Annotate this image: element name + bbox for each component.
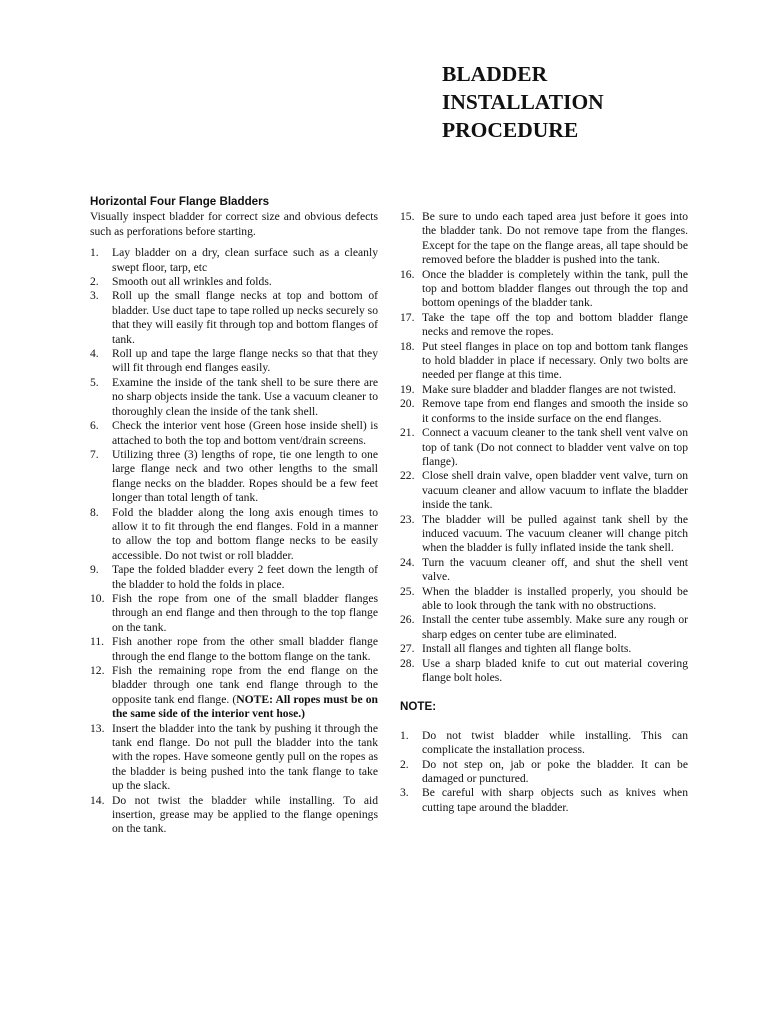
item-text: Connect a vacuum cleaner to the tank shell vent valve on top of tank (Do not connect to bladder vent valve on top flange).: [422, 426, 688, 468]
item-text: Fish the rope from one of the small bladder flanges through an end flange and then through to the top flange on the tank.: [112, 591, 378, 634]
item-number: 2.: [400, 757, 409, 771]
item-text: Install all flanges and tighten all flange bolts.: [422, 642, 632, 656]
list-item: [400, 786, 688, 815]
item-number: 2.: [90, 275, 99, 289]
item-text: Put steel flanges in place on top and bottom tank flanges to hold bladder in place if necessary. Only two bolts are needed per flange at this time.: [422, 339, 688, 382]
item-text: Tape the folded bladder every 2 feet down the length of the bladder to hold the folds in place.: [112, 563, 378, 591]
list-item: [90, 592, 378, 635]
item-number: 14.: [90, 793, 105, 807]
steps-list-left: [90, 246, 378, 837]
item-text: Utilizing three (3) lengths of rope, tie one length to one large flange neck and two other lengths to the small flange necks on the bladder. Ropes should be a few feet longer than total length of tank.: [112, 447, 378, 505]
note-label: NOTE:: [400, 700, 437, 714]
item-text: Be sure to undo each taped area just before it goes into the bladder tank. Do not remove tape from the flanges. Except for the tape on the flange areas, all tape should be removed before the bladder is pushed into the tank.: [422, 210, 688, 267]
item-number: 7.: [90, 447, 99, 461]
item-text: The bladder will be pulled against tank shell by the induced vacuum. The vacuum cleaner will change pitch when the bladder is fully inflated inside the tank shell.: [422, 512, 688, 555]
item-text: Do not step on, jab or poke the bladder. It can be damaged or punctured.: [422, 757, 688, 786]
item-text: Install the center tube assembly. Make sure any rough or sharp edges on center tube are eliminated.: [422, 613, 688, 641]
list-item: [90, 635, 378, 664]
list-item: [400, 268, 688, 311]
item-bold-note: NOTE: All ropes must be on the same side of the interior vent hose.): [112, 692, 378, 721]
item-number: 6.: [90, 419, 99, 433]
item-number: 22.: [400, 469, 415, 483]
list-item: [90, 289, 378, 347]
item-number: 28.: [400, 656, 415, 670]
list-item: [400, 585, 688, 614]
item-number: 1.: [400, 728, 409, 742]
item-text: Do not twist the bladder while installing. To aid insertion, grease may be applied to the flange openings on the tank.: [112, 793, 378, 836]
item-text: Roll up and tape the large flange necks so that that they will fit through end flanges easily.: [112, 347, 378, 375]
list-item: [400, 729, 688, 758]
item-text: Insert the bladder into the tank by pushing it through the tank end flange. Do not pull the bladder into the tank with the ropes. Have someone gently pull on the ropes as the bladder is being pushed into the tank flange to take up the slack.: [112, 721, 378, 793]
notes-list: [400, 729, 688, 815]
item-number: 15.: [400, 210, 415, 223]
item-text: Turn the vacuum cleaner off, and shut the shell vent valve.: [422, 555, 688, 584]
list-item: [400, 642, 688, 656]
list-item: [90, 376, 378, 419]
item-text: Be careful with sharp objects such as knives when cutting tape around the bladder.: [422, 786, 688, 814]
item-number: 11.: [90, 635, 105, 649]
list-item: [400, 210, 688, 268]
item-text: When the bladder is installed properly, you should be able to look through the tank with no obstructions.: [422, 584, 688, 612]
item-text: Lay bladder on a dry, clean surface such as a cleanly swept floor, tarp, etc: [112, 246, 378, 274]
item-number: 18.: [400, 339, 415, 353]
list-item: [400, 383, 688, 397]
page-title: [442, 60, 742, 144]
list-item: [90, 563, 378, 592]
title-line-1: BLADDER: [442, 62, 548, 86]
item-number: 3.: [90, 289, 99, 303]
item-text: Close shell drain valve, open bladder vent valve, turn on vacuum cleaner and allow vacuum to inflate the bladder inside the tank.: [422, 469, 688, 512]
list-item: [400, 340, 688, 383]
item-text: Once the bladder is completely within the tank, pull the top and bottom bladder flanges out through the top and bottom openings of the bladder tank.: [422, 267, 688, 310]
section-heading: Horizontal Four Flange Bladders: [90, 195, 270, 208]
item-text: Remove tape from end flanges and smooth the inside so it conforms to the inside surface on the end flanges.: [422, 397, 688, 425]
item-number: 10.: [90, 591, 105, 605]
list-item: [90, 448, 378, 506]
item-number: 26.: [400, 613, 415, 627]
list-item: [90, 347, 378, 376]
item-number: 16.: [400, 267, 415, 281]
item-text: Use a sharp bladed knife to cut out material covering flange bolt holes.: [422, 656, 688, 684]
item-number: 9.: [90, 563, 99, 577]
item-text: Fish another rope from the other small bladder flange through the end flange to the bottom flange on the tank.: [112, 635, 378, 663]
item-number: 21.: [400, 426, 415, 440]
intro-paragraph: Visually inspect bladder for correct size and obvious defects such as perforations before starting.: [90, 210, 378, 238]
list-item: [400, 397, 688, 426]
list-item: [90, 246, 378, 275]
item-number: 19.: [400, 382, 415, 396]
list-item: [90, 419, 378, 448]
list-item: [90, 506, 378, 564]
item-text: Smooth out all wrinkles and folds.: [112, 275, 272, 289]
item-text: Fish the remaining rope from the end flange on the bladder through one tank end flange through to the opposite tank end flange. (: [112, 664, 378, 706]
list-item: [400, 657, 688, 686]
item-number: 1.: [90, 246, 99, 260]
list-item: [400, 426, 688, 469]
item-number: 27.: [400, 642, 415, 656]
list-item: [400, 311, 688, 340]
item-number: 17.: [400, 310, 415, 324]
list-item: [90, 664, 378, 722]
item-number: 8.: [90, 505, 99, 519]
item-number: 24.: [400, 555, 415, 569]
item-number: 5.: [90, 375, 99, 389]
item-number: 12.: [90, 664, 105, 677]
item-text: Check the interior vent hose (Green hose inside shell) is attached to both the top and bottom vent/drain screens.: [112, 419, 378, 447]
list-item: [90, 794, 378, 837]
item-number: 3.: [400, 786, 409, 800]
list-item: [400, 758, 688, 787]
item-number: 20.: [400, 397, 415, 411]
item-text: Make sure bladder and bladder flanges are not twisted.: [422, 382, 677, 396]
item-number: 23.: [400, 512, 415, 526]
item-number: 4.: [90, 347, 99, 361]
left-column: [90, 195, 378, 837]
list-item: [400, 556, 688, 585]
item-text: Take the tape off the top and bottom bladder flange necks and remove the ropes.: [422, 310, 688, 339]
item-text: Examine the inside of the tank shell to be sure there are no sharp objects inside the tank. Use a vacuum cleaner to thoroughly clean the inside of the tank shell.: [112, 375, 378, 418]
list-item: [90, 275, 378, 289]
item-number: 25.: [400, 584, 415, 598]
item-number: 13.: [90, 721, 105, 735]
right-column: [400, 210, 688, 815]
list-item: [400, 513, 688, 556]
steps-list-right: [400, 210, 688, 685]
item-text: Roll up the small flange necks at top and bottom of bladder. Use duct tape to tape rolled up necks securely so that they will easily fit through top and bottom flanges of tank.: [112, 289, 378, 346]
item-text: Fold the bladder along the long axis enough times to allow it to fit through the end flanges. Fold in a manner to allow the top and bottom flange necks to be easily accessible. Do not twist or roll bladder.: [112, 505, 378, 562]
list-item: [400, 613, 688, 642]
list-item: [400, 469, 688, 512]
item-text: Do not twist bladder while installing. This can complicate the installation process.: [422, 728, 688, 757]
list-item: [90, 722, 378, 794]
title-line-2: INSTALLATION: [442, 90, 604, 114]
title-line-3: PROCEDURE: [442, 118, 579, 142]
